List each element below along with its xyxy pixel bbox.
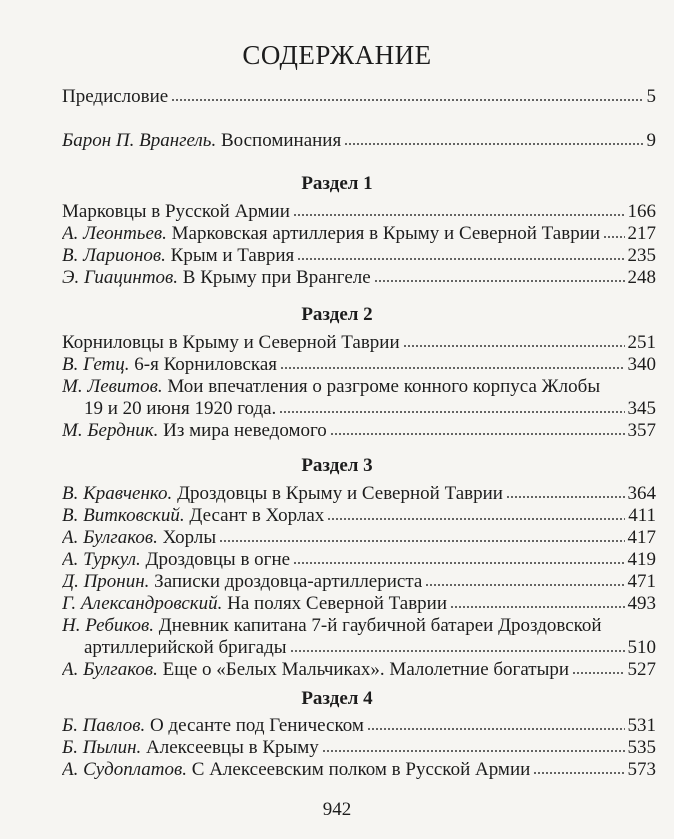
intro-entry — [62, 130, 656, 152]
dot-leader — [403, 344, 625, 348]
entry-title: Предисловие — [62, 86, 169, 107]
entry-author: А. Булгаков. — [62, 659, 158, 680]
dot-leader — [425, 583, 624, 587]
section-entries — [62, 332, 656, 442]
dot-leader — [322, 749, 625, 753]
toc-entry — [62, 715, 656, 737]
section-entries — [62, 715, 656, 781]
entry-title: О десанте под Геническом — [145, 715, 364, 736]
dot-leader — [293, 561, 624, 565]
entry-title: С Алексеевским полком в Русской Армии — [187, 759, 531, 780]
entry-title: На полях Северной Таврии — [222, 593, 448, 614]
section-entries — [62, 201, 656, 289]
dot-leader — [293, 213, 625, 217]
entry-author: В. Ларионов. — [62, 245, 166, 266]
toc-entry — [62, 267, 656, 289]
entry-author: Б. Пылин. — [62, 737, 142, 758]
entry-page: 5 — [646, 86, 656, 107]
page-number: 942 — [322, 799, 352, 820]
entry-author: Б. Павлов. — [62, 715, 146, 736]
entry-title: Воспоминания — [216, 130, 342, 151]
toc-entry — [62, 354, 656, 376]
section-entries — [62, 483, 656, 681]
entry-author: А. Леонтьев. — [62, 223, 167, 244]
dot-leader — [603, 235, 624, 239]
entry-title-continuation: артиллерийской бригады — [84, 637, 287, 658]
entry-page: 417 — [627, 527, 656, 548]
entry-title: Дроздовцы в Крыму и Северной Таврии — [172, 483, 503, 504]
entry-page: 340 — [627, 354, 656, 375]
entry-author: А. Туркул. — [62, 549, 141, 570]
entry-page: 248 — [627, 267, 656, 288]
toc-entry — [62, 615, 656, 659]
entry-page: 9 — [646, 130, 656, 151]
entry-page: 527 — [627, 659, 656, 680]
entry-page: 493 — [627, 593, 656, 614]
entry-title: Десант в Хорлах — [184, 505, 325, 526]
dot-leader — [506, 495, 625, 499]
entry-page: 235 — [627, 245, 656, 266]
entry-author: А. Булгаков. — [62, 527, 158, 548]
entry-page: 471 — [627, 571, 656, 592]
entry-page: 573 — [627, 759, 656, 780]
entry-page: 535 — [627, 737, 656, 758]
entry-author: Барон П. Врангель. — [62, 130, 217, 151]
entry-page: 364 — [627, 483, 656, 504]
entry-title: Мои впечатления о разгроме конного корпуса Жлобы — [162, 376, 601, 397]
entry-title: Дневник капитана 7-й гаубичной батареи Дроздовской — [154, 615, 602, 636]
toc-entry — [62, 505, 656, 527]
entry-title: Хорлы — [157, 527, 217, 548]
dot-leader — [290, 649, 625, 653]
toc-entry — [62, 737, 656, 759]
dot-leader — [279, 410, 624, 414]
dot-leader — [327, 517, 625, 521]
toc-entry — [62, 571, 656, 593]
entry-author: В. Гетц. — [62, 354, 130, 375]
dot-leader — [344, 142, 643, 146]
entry-title: Дроздовцы в огне — [140, 549, 291, 570]
entry-page: 411 — [628, 505, 656, 526]
entry-title: Марковская артиллерия в Крыму и Северной Таврии — [166, 223, 601, 244]
dot-leader — [374, 279, 625, 283]
entry-page: 217 — [627, 223, 656, 244]
entry-page: 531 — [627, 715, 656, 736]
toc-entry — [62, 245, 656, 267]
page-title: СОДЕРЖАНИЕ — [242, 40, 432, 70]
dot-leader — [367, 727, 625, 731]
entry-title: Крым и Таврия — [165, 245, 295, 266]
entry-page: 251 — [627, 332, 656, 353]
toc-entry — [62, 223, 656, 245]
section-heading: Раздел 4 — [301, 688, 373, 709]
entry-author: А. Судоплатов. — [62, 759, 188, 780]
entry-page: 419 — [627, 549, 656, 570]
entry-title: Из мира неведомого — [158, 420, 327, 441]
entry-title-continuation: 19 и 20 июня 1920 года. — [84, 398, 277, 419]
toc-entry — [62, 659, 656, 681]
entry-author: Э. Гиацинтов. — [62, 267, 179, 288]
dot-leader — [219, 539, 624, 543]
section-heading: Раздел 1 — [301, 173, 373, 194]
toc-entry — [62, 201, 656, 223]
dot-leader — [572, 671, 624, 675]
toc-entry — [62, 549, 656, 571]
dot-leader — [450, 605, 624, 609]
entry-title: Алексеевцы в Крыму — [141, 737, 319, 758]
toc-entry — [62, 332, 656, 354]
entry-author: Д. Пронин. — [62, 571, 150, 592]
toc-entry — [62, 759, 656, 781]
entry-author: Г. Александровский. — [62, 593, 223, 614]
toc-entry — [62, 420, 656, 442]
dot-leader — [533, 771, 624, 775]
dot-leader — [280, 366, 624, 370]
dot-leader — [330, 432, 625, 436]
toc-entry — [62, 593, 656, 615]
entry-author: М. Бердник. — [62, 420, 159, 441]
toc-entry — [62, 527, 656, 549]
dot-leader — [297, 257, 624, 261]
entry-author: В. Кравченко. — [62, 483, 173, 504]
entry-title: Марковцы в Русской Армии — [62, 201, 290, 222]
intro-entry — [62, 86, 656, 108]
toc-entry — [62, 483, 656, 505]
entry-page: 345 — [627, 398, 656, 419]
toc-entry — [62, 376, 656, 420]
entry-title: Записки дроздовца-артиллериста — [149, 571, 423, 592]
entry-title: 6-я Корниловская — [129, 354, 278, 375]
entry-page: 357 — [627, 420, 656, 441]
entry-title: Корниловцы в Крыму и Северной Таврии — [62, 332, 400, 353]
entry-page: 510 — [627, 637, 656, 658]
entry-page: 166 — [627, 201, 656, 222]
entry-author: Н. Ребиков. — [62, 615, 155, 636]
entry-author: М. Левитов. — [62, 376, 163, 397]
dot-leader — [171, 98, 643, 102]
entry-title: Еще о «Белых Мальчиках». Малолетние богатыри — [157, 659, 570, 680]
entry-author: В. Витковский. — [62, 505, 185, 526]
entry-title: В Крыму при Врангеле — [178, 267, 371, 288]
section-heading: Раздел 3 — [301, 455, 373, 476]
section-heading: Раздел 2 — [301, 304, 373, 325]
